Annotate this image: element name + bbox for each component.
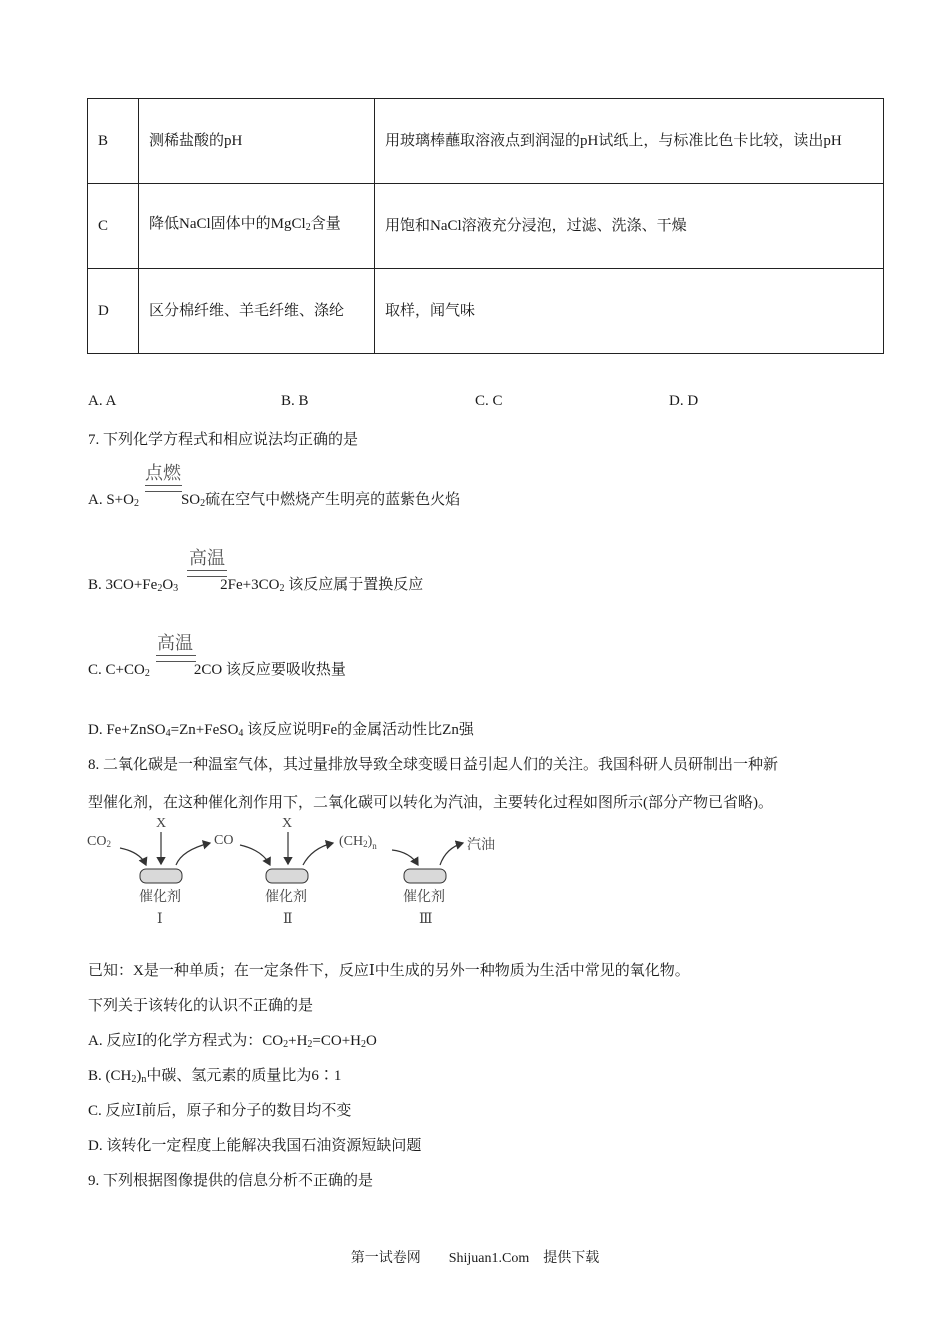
q7-option-c: C. $C+CO_2$ 2CO 该反应要吸收热量 [88, 662, 346, 679]
q8-ask: 下列关于该转化的认识不正确的是 [88, 998, 314, 1014]
co-label: CO [214, 833, 234, 848]
stage-3-label: Ⅲ [419, 912, 433, 927]
choice-a: A. A [88, 393, 117, 409]
row-label: C [88, 184, 139, 269]
row-method: 取样，闻气味 [375, 269, 884, 354]
choice-d: D. D [669, 393, 699, 409]
q9-stem: 9. 下列根据图像提供的信息分析不正确的是 [88, 1173, 374, 1189]
choice-c: C. C [475, 393, 503, 409]
q8-stem-line2: 型催化剂，在这种催化剂作用下，二氧化碳可以转化为汽油，主要转化过程如图所示(部分产物已省略)。 [88, 795, 773, 811]
row-purpose: 区分棉纤维、羊毛纤维、涤纶 [139, 269, 375, 354]
q7c-condition: 高温 [157, 633, 193, 653]
gasoline-label: 汽油 [467, 838, 495, 853]
q7-option-d: D. Fe+ZnSO$_4$=Zn+FeSO$_4$ 该反应说明Fe的金属活动性比Zn强 [88, 722, 474, 739]
q8-option-c: C. 反应Ⅰ前后，原子和分子的数目均不变 [88, 1103, 352, 1119]
stage-1-label: Ⅰ [157, 912, 163, 927]
catalyst-label-3: 催化剂 [403, 890, 445, 905]
q8-stem-line1: 8. 二氧化碳是一种温室气体，其过量排放导致全球变暖日益引起人们的关注。我国科研人员研制出一种新 [88, 757, 779, 773]
row-label: B [88, 99, 139, 184]
row-label: D [88, 269, 139, 354]
row-method: 用玻璃棒蘸取溶液点到润湿的pH试纸上，与标准比色卡比较，读出pH [375, 99, 884, 184]
q7a-condition: 点燃 [145, 463, 181, 483]
q7b-condition: 高温 [189, 548, 225, 568]
catalyst-label-1: 催化剂 [139, 890, 181, 905]
table-row [88, 184, 884, 269]
row-purpose: 测稀盐酸的pH [139, 99, 375, 184]
options-table [87, 98, 884, 354]
co2-label: CO2 [87, 834, 111, 849]
ch2n-label: $(CH2)_n$ [339, 834, 377, 851]
table-row [88, 99, 884, 184]
q8-option-d: D. 该转化一定程度上能解决我国石油资源短缺问题 [88, 1138, 422, 1154]
q8-option-b: B. $(CH_2)_n$中碳、氢元素的质量比为6∶1 [88, 1068, 342, 1085]
q8-option-a: A. 反应Ⅰ的化学方程式为：$CO_2+H_2=CO+H_2O$ [88, 1033, 377, 1050]
row-method: 用饱和NaCl溶液充分浸泡，过滤、洗涤、干燥 [375, 184, 884, 269]
stage-2-label: Ⅱ [283, 912, 293, 927]
q7-option-b: B. $3CO+Fe_2O_3$ $2Fe+3CO_2$ 该反应属于置换反应 [88, 577, 424, 594]
catalyst-label-2: 催化剂 [265, 890, 307, 905]
q7-stem: 7. 下列化学方程式和相应说法均正确的是 [88, 432, 359, 448]
footer-source: 第一试卷网 Shijuan1.Com 提供下载 [350, 1251, 600, 1266]
q8-known: 已知：X是一种单质；在一定条件下，反应Ⅰ中生成的另外一种物质为生活中常见的氧化物。 [88, 963, 690, 979]
choice-b: B. B [281, 393, 309, 409]
q7-option-a: A. $S+O_2$ $SO_2$硫在空气中燃烧产生明亮的蓝紫色火焰 [88, 492, 461, 509]
x-label-1: X [156, 816, 167, 831]
table-row [88, 269, 884, 354]
x-label-2: X [282, 816, 293, 831]
row-purpose: 降低NaCl固体中的MgCl$_2$含量 [139, 184, 375, 269]
